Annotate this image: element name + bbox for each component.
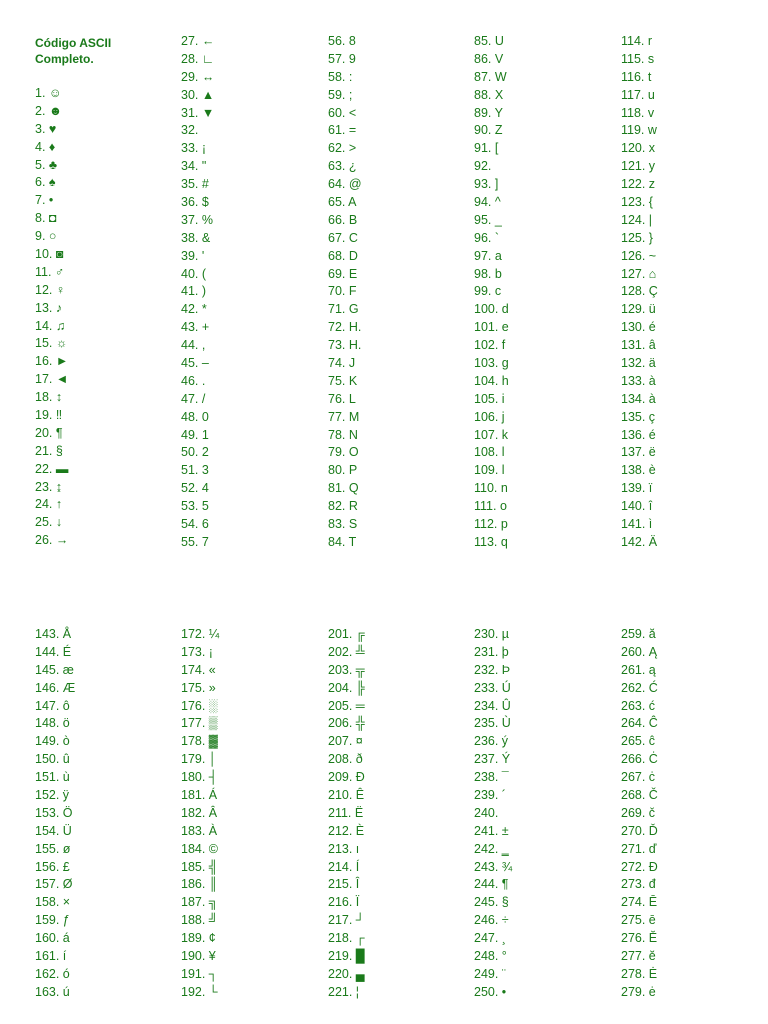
ascii-entry: 69. E: [328, 266, 358, 281]
ascii-entry: 105. i: [474, 391, 505, 406]
ascii-entry: 47. /: [181, 391, 206, 406]
ascii-entry: 187. ╗: [181, 895, 218, 910]
ascii-entry: 176. ░: [181, 698, 218, 713]
ascii-entry: 204. ╠: [328, 680, 365, 695]
ascii-entry: 109. l: [474, 463, 505, 478]
ascii-entry: 186. ║: [181, 877, 218, 892]
ascii-entry: 278. Ė: [621, 966, 658, 981]
ascii-entry: 185. ╣: [181, 859, 218, 874]
ascii-entry: 259. ă: [621, 627, 656, 641]
ascii-entry: 35. #: [181, 177, 209, 192]
ascii-entry: 49. 1: [181, 427, 209, 442]
ascii-entry: 68. D: [328, 248, 358, 263]
ascii-entry: 59. ;: [328, 87, 353, 102]
ascii-entry: 149. ò: [35, 734, 70, 749]
ascii-entry: 132. ä: [621, 356, 656, 371]
ascii-entry: 45. –: [181, 356, 209, 371]
ascii-entry: 267. ċ: [621, 770, 656, 785]
ascii-entry: 241. ±: [474, 823, 509, 838]
ascii-entry: 213. ı: [328, 841, 360, 856]
ascii-entry: 20. ¶: [35, 425, 63, 440]
ascii-entry: 260. Ą: [621, 644, 658, 659]
ascii-entry: 233. Ú: [474, 680, 511, 695]
ascii-entry: 91. [: [474, 141, 499, 156]
ascii-entry: 34. ": [181, 159, 207, 174]
ascii-entry: 177. ▒: [181, 716, 218, 731]
ascii-entry: 97. a: [474, 248, 502, 263]
ascii-entry: 217. ┘: [328, 913, 365, 928]
ascii-entry: 262. Ć: [621, 680, 658, 695]
ascii-entry: 151. ù: [35, 770, 70, 785]
ascii-entry: 42. *: [181, 302, 207, 317]
ascii-entry: 86. V: [474, 51, 504, 66]
ascii-entry: 142. Ä: [621, 534, 658, 549]
ascii-entry: 95. _: [474, 212, 502, 227]
title-line-1: Código ASCII: [35, 36, 112, 50]
document-title: [35, 35, 111, 67]
ascii-entry: 238. ¯: [474, 770, 509, 785]
ascii-entry: 214. Í: [328, 859, 360, 874]
ascii-entry: 58. :: [328, 69, 353, 84]
ascii-entry: 244. ¶: [474, 877, 509, 892]
top-column-3: [328, 33, 362, 552]
ascii-entry: 100. d: [474, 302, 509, 317]
ascii-entry: 4. ♦: [35, 139, 56, 154]
ascii-entry: 55. 7: [181, 534, 209, 549]
ascii-entry: 138. è: [621, 463, 656, 478]
ascii-entry: 1. ☺: [35, 86, 62, 100]
ascii-entry: 131. â: [621, 338, 656, 353]
ascii-entry: 114. r: [621, 34, 653, 48]
ascii-entry: 29. ↔: [181, 69, 215, 84]
ascii-entry: 85. U: [474, 34, 504, 48]
ascii-entry: 134. à: [621, 391, 656, 406]
ascii-entry: 13. ♪: [35, 300, 63, 315]
ascii-entry: 92.: [474, 159, 492, 174]
ascii-entry: 27. ←: [181, 34, 215, 48]
ascii-entry: 145. æ: [35, 662, 74, 677]
ascii-entry: 218. ┌: [328, 931, 365, 946]
ascii-entry: 98. b: [474, 266, 502, 281]
ascii-entry: 80. P: [328, 463, 358, 478]
ascii-entry: 189. ¢: [181, 931, 216, 946]
ascii-entry: 64. @: [328, 177, 362, 192]
ascii-entry: 12. ♀: [35, 282, 66, 297]
ascii-entry: 78. N: [328, 427, 358, 442]
ascii-entry: 21. §: [35, 443, 63, 458]
ascii-entry: 66. B: [328, 212, 358, 227]
ascii-entry: 180. ┤: [181, 770, 218, 785]
ascii-entry: 182. Â: [181, 805, 218, 820]
ascii-entry: 113. q: [474, 534, 508, 549]
ascii-entry: 220. ▄: [328, 966, 365, 981]
ascii-entry: 89. Y: [474, 105, 503, 120]
ascii-entry: 32.: [181, 123, 199, 138]
ascii-entry: 125. }: [621, 230, 653, 245]
ascii-entry: 216. Ï: [328, 895, 360, 910]
ascii-entry: 33. ¡: [181, 141, 207, 156]
ascii-entry: 133. à: [621, 373, 656, 388]
ascii-entry: 81. Q: [328, 481, 359, 496]
ascii-entry: 74. J: [328, 356, 356, 371]
ascii-entry: 44. ,: [181, 338, 206, 353]
ascii-entry: 120. x: [621, 141, 656, 156]
ascii-entry: 16. ►: [35, 354, 69, 369]
ascii-entry: 26. →: [35, 533, 69, 548]
ascii-entry: 43. +: [181, 320, 210, 335]
ascii-entry: 263. ć: [621, 698, 656, 713]
bottom-column-1: [35, 626, 75, 1002]
ascii-entry: 144. É: [35, 644, 72, 659]
ascii-entry: 6. ♠: [35, 175, 56, 190]
ascii-entry: 56. 8: [328, 34, 356, 48]
ascii-entry: 112. p: [474, 517, 508, 532]
ascii-entry: 61. =: [328, 123, 357, 138]
ascii-entry: 261. ą: [621, 662, 656, 677]
ascii-entry: 206. ╬: [328, 716, 365, 731]
ascii-entry: 237. Ý: [474, 752, 511, 767]
ascii-entry: 248. °: [474, 949, 507, 964]
ascii-entry: 14. ♫: [35, 318, 66, 333]
ascii-entry: 235. Ù: [474, 716, 511, 731]
ascii-entry: 99. c: [474, 284, 502, 299]
ascii-entry: 121. y: [621, 159, 656, 174]
ascii-entry: 2. ☻: [35, 103, 63, 118]
ascii-entry: 154. Ü: [35, 823, 72, 838]
ascii-entry: 148. ö: [35, 716, 70, 731]
ascii-entry: 126. ~: [621, 248, 657, 263]
ascii-entry: 122. z: [621, 177, 656, 192]
ascii-entry: 174. «: [181, 662, 216, 677]
ascii-entry: 150. û: [35, 752, 70, 767]
ascii-entry: 264. Ĉ: [621, 716, 658, 731]
ascii-entry: 24. ↑: [35, 497, 63, 512]
ascii-entry: 107. k: [474, 427, 509, 442]
ascii-entry: 160. á: [35, 931, 70, 946]
ascii-entry: 52. 4: [181, 481, 209, 496]
ascii-entry: 158. ×: [35, 895, 71, 910]
ascii-entry: 161. í: [35, 949, 67, 964]
ascii-entry: 17. ◄: [35, 372, 69, 387]
ascii-entry: 38. &: [181, 230, 211, 245]
ascii-entry: 215. Î: [328, 877, 360, 892]
top-column-5: [621, 33, 658, 552]
ascii-entry: 250. •: [474, 984, 507, 999]
ascii-entry: 11. ♂: [35, 264, 65, 279]
ascii-entry: 179. │: [181, 752, 217, 767]
ascii-entry: 128. Ç: [621, 284, 658, 299]
ascii-entry: 102. f: [474, 338, 506, 353]
ascii-entry: 70. F: [328, 284, 357, 299]
ascii-entry: 141. ì: [621, 517, 653, 532]
ascii-entry: 22. ▬: [35, 461, 69, 476]
ascii-entry: 208. ð: [328, 752, 363, 767]
ascii-entry: 156. £: [35, 859, 70, 874]
ascii-entry: 269. č: [621, 805, 656, 820]
ascii-entry: 231. þ: [474, 644, 509, 659]
ascii-entry: 30. ▲: [181, 87, 215, 102]
ascii-entry: 219. █: [328, 949, 365, 964]
ascii-entry: 75. K: [328, 373, 358, 388]
ascii-entry: 202. ╩: [328, 644, 365, 659]
ascii-entry: 243. ¾: [474, 859, 513, 874]
ascii-entry: 117. u: [621, 87, 655, 102]
ascii-entry: 240.: [474, 805, 499, 820]
ascii-entry: 274. Ē: [621, 895, 658, 910]
ascii-entry: 279. ė: [621, 984, 656, 999]
ascii-entry: 272. Đ: [621, 859, 658, 874]
ascii-entry: 146. Æ: [35, 680, 76, 695]
ascii-entry: 84. T: [328, 534, 357, 549]
bottom-column-5: [621, 626, 658, 1002]
ascii-entry: 270. Ď: [621, 823, 658, 838]
ascii-entry: 192. └: [181, 984, 218, 999]
ascii-entry: 96. `: [474, 230, 500, 245]
ascii-entry: 155. ø: [35, 841, 71, 856]
ascii-entry: 275. ē: [621, 913, 656, 928]
ascii-entry: 232. Þ: [474, 662, 511, 677]
ascii-entry: 115. s: [621, 51, 655, 66]
ascii-entry: 210. Ê: [328, 788, 365, 803]
ascii-entry: 18. ↕: [35, 390, 63, 405]
ascii-entry: 82. R: [328, 499, 358, 514]
ascii-entry: 268. Č: [621, 788, 658, 803]
ascii-entry: 25. ↓: [35, 515, 63, 530]
ascii-entry: 15. ☼: [35, 336, 68, 351]
ascii-entry: 203. ╦: [328, 662, 365, 677]
top-column-1: [35, 85, 68, 550]
ascii-entry: 62. >: [328, 141, 357, 156]
ascii-entry: 246. ÷: [474, 913, 509, 928]
ascii-entry: 205. ═: [328, 698, 365, 713]
ascii-entry: 271. ď: [621, 841, 657, 856]
ascii-entry: 9. ○: [35, 229, 57, 244]
ascii-entry: 124. |: [621, 212, 653, 227]
ascii-entry: 211. Ë: [328, 805, 364, 820]
ascii-entry: 209. Ð: [328, 770, 365, 785]
ascii-entry: 48. 0: [181, 409, 209, 424]
ascii-entry: 116. t: [621, 69, 652, 84]
ascii-entry: 172. ¼: [181, 627, 220, 641]
ascii-entry: 19. ‼: [35, 408, 63, 423]
ascii-entry: 140. î: [621, 499, 653, 514]
ascii-entry: 60. <: [328, 105, 357, 120]
ascii-entry: 157. Ø: [35, 877, 73, 892]
ascii-entry: 119. w: [621, 123, 657, 138]
ascii-entry: 8. ◘: [35, 211, 57, 226]
ascii-entry: 101. e: [474, 320, 509, 335]
ascii-entry: 277. ĕ: [621, 949, 656, 964]
ascii-entry: 276. Ĕ: [621, 931, 658, 946]
ascii-entry: 76. L: [328, 391, 356, 406]
ascii-entry: 183. À: [181, 823, 218, 838]
top-column-4: [474, 33, 509, 552]
ascii-entry: 212. È: [328, 823, 365, 838]
ascii-entry: 65. A: [328, 195, 357, 210]
ascii-entry: 118. v: [621, 105, 655, 120]
ascii-entry: 94. ^: [474, 195, 501, 210]
ascii-entry: 7. •: [35, 193, 54, 208]
ascii-entry: 266. Ċ: [621, 752, 658, 767]
top-column-2: [181, 33, 214, 552]
ascii-entry: 152. ÿ: [35, 788, 70, 803]
ascii-entry: 88. X: [474, 87, 504, 102]
ascii-entry: 139. ï: [621, 481, 653, 496]
ascii-entry: 37. %: [181, 212, 213, 227]
ascii-entry: 106. j: [474, 409, 505, 424]
ascii-entry: 5. ♣: [35, 157, 58, 172]
ascii-entry: 51. 3: [181, 463, 209, 478]
ascii-entry: 87. W: [474, 69, 507, 84]
ascii-entry: 41. ): [181, 284, 207, 299]
ascii-entry: 175. »: [181, 680, 216, 695]
ascii-entry: 221. ¦: [328, 984, 360, 999]
ascii-entry: 147. ô: [35, 698, 70, 713]
ascii-entry: 103. g: [474, 356, 509, 371]
ascii-entry: 31. ▼: [181, 105, 215, 120]
ascii-entry: 137. ë: [621, 445, 656, 460]
ascii-entry: 159. ƒ: [35, 913, 70, 928]
ascii-entry: 265. ĉ: [621, 734, 656, 749]
ascii-entry: 3. ♥: [35, 121, 57, 136]
ascii-entry: 191. ┐: [181, 966, 218, 981]
ascii-entry: 36. $: [181, 195, 209, 210]
ascii-entry: 67. C: [328, 230, 358, 245]
ascii-entry: 110. n: [474, 481, 508, 496]
ascii-entry: 207. ¤: [328, 734, 363, 749]
ascii-entry: 54. 6: [181, 517, 209, 532]
ascii-entry: 90. Z: [474, 123, 503, 138]
ascii-entry: 46. .: [181, 373, 206, 388]
ascii-entry: 190. ¥: [181, 949, 216, 964]
ascii-entry: 93. ]: [474, 177, 499, 192]
ascii-entry: 123. {: [621, 195, 653, 210]
ascii-entry: 53. 5: [181, 499, 209, 514]
bottom-column-3: [328, 626, 365, 1002]
ascii-entry: 83. S: [328, 517, 358, 532]
ascii-entry: 173. ¡: [181, 644, 213, 659]
ascii-entry: 111. o: [474, 499, 507, 514]
ascii-entry: 10. ◙: [35, 247, 64, 262]
ascii-entry: 162. ó: [35, 966, 70, 981]
ascii-entry: 245. §: [474, 895, 509, 910]
ascii-entry: 72. H.: [328, 320, 362, 335]
ascii-entry: 234. Û: [474, 698, 511, 713]
ascii-entry: 40. (: [181, 266, 207, 281]
ascii-entry: 239. ´: [474, 788, 506, 803]
bottom-column-2: [181, 626, 219, 1002]
ascii-entry: 201. ╔: [328, 627, 365, 641]
ascii-entry: 188. ╝: [181, 913, 218, 928]
ascii-entry: 77. M: [328, 409, 360, 424]
ascii-entry: 135. ç: [621, 409, 656, 424]
ascii-entry: 28. ∟: [181, 51, 215, 66]
ascii-entry: 57. 9: [328, 51, 356, 66]
ascii-entry: 79. O: [328, 445, 359, 460]
ascii-entry: 242. ‗: [474, 841, 509, 856]
ascii-entry: 178. ▓: [181, 734, 218, 749]
ascii-entry: 129. ü: [621, 302, 656, 317]
ascii-entry: 181. Á: [181, 788, 218, 803]
ascii-entry: 273. đ: [621, 877, 656, 892]
ascii-entry: 153. Ö: [35, 805, 73, 820]
ascii-entry: 23. ↨: [35, 479, 63, 494]
ascii-entry: 249. ¨: [474, 966, 506, 981]
ascii-entry: 136. é: [621, 427, 656, 442]
ascii-entry: 50. 2: [181, 445, 209, 460]
ascii-entry: 130. é: [621, 320, 656, 335]
ascii-entry: 71. G: [328, 302, 359, 317]
ascii-entry: 230. µ: [474, 627, 510, 641]
ascii-entry: 236. ý: [474, 734, 509, 749]
ascii-entry: 63. ¿: [328, 159, 357, 174]
ascii-entry: 104. h: [474, 373, 509, 388]
ascii-entry: 39. ': [181, 248, 205, 263]
ascii-entry: 73. H.: [328, 338, 362, 353]
ascii-entry: 184. ©: [181, 841, 219, 856]
ascii-entry: 247. ¸: [474, 931, 506, 946]
title-line-2: Completo.: [35, 52, 94, 66]
ascii-entry: 143. Å: [35, 627, 72, 641]
bottom-column-4: [474, 626, 512, 1002]
ascii-entry: 163. ú: [35, 984, 70, 999]
ascii-entry: 108. l: [474, 445, 505, 460]
ascii-entry: 127. ⌂: [621, 266, 657, 281]
